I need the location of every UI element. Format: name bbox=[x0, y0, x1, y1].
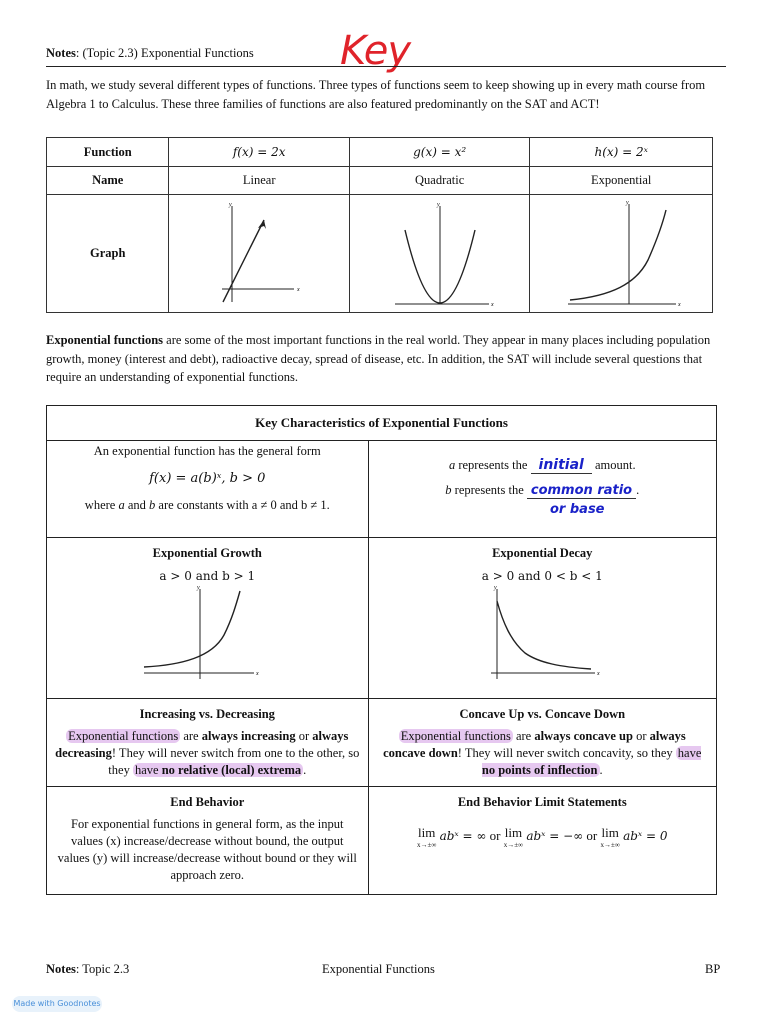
general-form-constraints: where a and b are constants with a ≠ 0 and b ≠ 1. bbox=[84, 498, 330, 512]
decay-title: Exponential Decay bbox=[492, 546, 593, 560]
exponential-name: Exponential bbox=[530, 167, 713, 195]
concavity-title: Concave Up vs. Concave Down bbox=[459, 707, 626, 721]
end-behavior-cell bbox=[47, 787, 369, 895]
x-axis-label: x bbox=[297, 286, 300, 293]
limit-statements-cell bbox=[368, 787, 716, 895]
goodnotes-badge[interactable]: Made with Goodnotes bbox=[12, 996, 102, 1012]
para-rest: are some of the most important functions in the real world. They appear in many places including population growth, money (interest and debt), radioactive decay, spread of disease, etc. In addition, the SAT will include several questions that require an understanding of exponential functions. bbox=[46, 333, 711, 384]
decay-graph-icon bbox=[477, 583, 607, 683]
inc-dec-title: Increasing vs. Decreasing bbox=[139, 707, 275, 721]
limit-statements-title: End Behavior Limit Statements bbox=[457, 795, 627, 809]
decay-condition: a > 0 and 0 < b < 1 bbox=[481, 569, 603, 583]
header-divider bbox=[46, 66, 726, 67]
concavity-cell bbox=[368, 699, 716, 787]
footer-center: Exponential Functions bbox=[322, 962, 435, 976]
base-answer: or base bbox=[550, 502, 605, 517]
linear-graph-icon bbox=[204, 196, 314, 308]
page-header bbox=[46, 46, 254, 61]
growth-condition: a > 0 and b > 1 bbox=[159, 569, 256, 583]
exponential-graph-icon bbox=[556, 196, 686, 308]
b-represents: b represents the common ratio . bbox=[445, 483, 640, 498]
key-handwritten-annotation: Key bbox=[340, 28, 411, 74]
general-form-cell bbox=[47, 441, 369, 538]
function-comparison-table bbox=[46, 137, 713, 313]
para-bold-lead: Exponential functions bbox=[46, 333, 164, 347]
general-form-intro: An exponential function has the general form bbox=[93, 444, 321, 458]
linear-name: Linear bbox=[169, 167, 349, 195]
inc-dec-text: Exponential functions are always increasing or always decreasing! They will never switch from one to the other, so they have no relative (local) extrema . bbox=[55, 729, 360, 777]
footer-left: Notes: Topic 2.3 bbox=[46, 962, 130, 976]
linear-graph-cell bbox=[169, 195, 349, 313]
quadratic-name: Quadratic bbox=[349, 167, 529, 195]
quadratic-formula: g(x) = x² bbox=[349, 138, 529, 167]
svg-text:x: x bbox=[597, 671, 600, 677]
row-label-name: Name bbox=[47, 167, 169, 195]
svg-text:y: y bbox=[494, 585, 497, 591]
growth-cell bbox=[47, 538, 369, 699]
svg-text:y: y bbox=[197, 585, 200, 591]
concavity-text: Exponential functions are always concave up or always concave down! They will never switch concavity, so they have no points of inflection . bbox=[383, 729, 702, 777]
topic-title: : (Topic 2.3) Exponential Functions bbox=[75, 46, 254, 60]
x-axis-label: x bbox=[490, 301, 494, 308]
x-axis-label: x bbox=[678, 301, 681, 308]
footer-right: BP bbox=[705, 962, 721, 976]
increasing-decreasing-cell bbox=[47, 699, 369, 787]
exponential-formula: h(x) = 2ˣ bbox=[530, 138, 713, 167]
quadratic-graph-icon bbox=[385, 196, 495, 308]
a-represents: a represents the initial amount. bbox=[448, 457, 636, 473]
common-ratio-answer: common ratio bbox=[527, 483, 636, 499]
y-axis-label: y bbox=[436, 201, 440, 208]
y-axis-label: y bbox=[626, 199, 629, 206]
svg-text:x: x bbox=[256, 671, 259, 677]
exponential-importance-paragraph bbox=[46, 331, 722, 387]
exponential-graph-cell bbox=[530, 195, 713, 313]
notes-label: Notes bbox=[46, 46, 76, 60]
linear-formula: f(x) = 2x bbox=[169, 138, 349, 167]
quadratic-graph-cell bbox=[349, 195, 529, 313]
row-label-function: Function bbox=[47, 138, 169, 167]
key-table-title: Key Characteristics of Exponential Functions bbox=[47, 406, 717, 441]
y-axis-label: y bbox=[229, 201, 232, 208]
intro-paragraph: In math, we study several different types of functions. Three types of functions seem to keep showing up in every math course from Algebra 1 to Calculus. These three families of functions are also featured predominantly on the SAT and ACT! bbox=[46, 78, 706, 111]
end-behavior-text: For exponential functions in general form, as the input values (x) increase/decrease without bound, the output values (y) will increase/decrease without bound or they will approach zero. bbox=[57, 817, 357, 882]
growth-title: Exponential Growth bbox=[152, 546, 262, 560]
limit-statements: lim x→±∞ abˣ = ∞ or lim x→±∞ abˣ = −∞ or lim x→±∞ abˣ = 0 bbox=[417, 825, 668, 849]
row-label-graph: Graph bbox=[47, 195, 169, 313]
end-behavior-title: End Behavior bbox=[170, 795, 245, 809]
key-characteristics-table bbox=[46, 405, 717, 895]
initial-answer: initial bbox=[531, 457, 592, 474]
represents-cell bbox=[368, 441, 716, 538]
growth-graph-icon bbox=[142, 583, 272, 683]
decay-cell bbox=[368, 538, 716, 699]
general-form-formula: f(x) = a(b)ˣ, b > 0 bbox=[149, 471, 266, 486]
